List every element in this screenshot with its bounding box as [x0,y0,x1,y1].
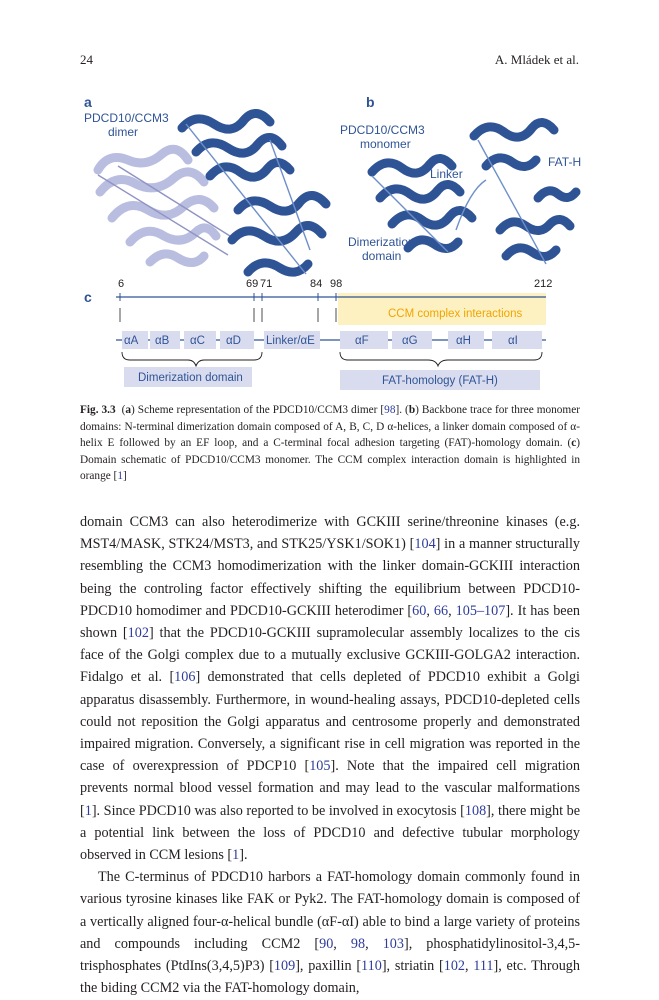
citation-link[interactable]: 1 [84,802,92,819]
citation-link[interactable]: 105 [309,758,331,775]
text-run: ] that the PDCD10-GCKIII supramolecular assembly localizes to the cis face of the Golgi complex due to a mutually exclusive GCKIII-GOLGA2 interaction. Fidalgo et al. [ [80,625,580,686]
helix-label: αD [226,335,241,347]
panel-a-label-line2: dimer [108,125,139,139]
helix-label: αF [355,335,369,347]
text-run: , [365,935,383,952]
text-run: , [465,958,474,975]
panel-b-letter: b [366,94,375,110]
caption-text: ] [122,470,127,483]
position-label: 69 [246,278,259,290]
panel-b-fath-label: FAT-H [548,155,582,169]
citation-link[interactable]: 1 [117,470,123,483]
paragraph-1 [80,511,580,866]
caption-text: ) Domain schematic of PDCD10/CCM3 monomer. The CCM complex interaction domain is highlighted in orange [ [80,437,580,483]
text-run: , [333,935,351,952]
caption-text: ]. ( [395,404,409,416]
panel-a-label-line1: PDCD10/CCM3 [84,111,169,125]
text-run: ]. Note that the impaired cell migration prevents normal blood vessel formation and may lead to the vascular malformations [ [80,758,580,819]
position-labels [118,278,552,290]
panel-c-letter: c [84,289,92,305]
citation-link[interactable]: 104 [414,536,436,553]
text-run: , [448,602,456,619]
position-label: 212 [534,278,553,290]
text-run: ]. [239,847,248,864]
dimerization-brace [122,352,262,366]
position-label: 71 [260,278,273,290]
helix-labels [124,335,518,347]
citation-link[interactable]: 110 [361,958,382,975]
page-number: 24 [80,52,93,67]
fat-brace [340,352,542,366]
caption-text: ( [121,404,126,416]
caption-text: ) Scheme representation of the PDCD10/CCM3 dimer [ [131,404,385,416]
text-run: ], striatin [ [381,958,444,975]
citation-link[interactable]: 98 [350,935,366,952]
citation-link[interactable]: 66 [433,602,449,619]
helix-label: αC [190,335,205,347]
position-label: 98 [330,278,343,290]
panel-b-dimer-label-line1: Dimerization [348,235,415,249]
dimerization-domain-label: Dimerization domain [138,372,243,384]
running-header [80,52,579,72]
running-authors: A. Mládek et al. [494,52,579,67]
caption-text: ) Backbone trace for three monomer domains: N-terminal dimerization domain composed of A, B, C, D α-helices, a linker domain composed of α-helix E followed by an EF loop, and a C-terminal focal adhesion targeting (FAT)-homology domain. ( [80,404,580,450]
panel-b-dimer-label-line2: domain [362,249,402,263]
text-run: ], paxillin [ [295,958,362,975]
citation-link[interactable]: 102 [443,958,465,975]
caption-panel-letter: b [408,404,416,416]
citation-link[interactable]: 108 [464,802,487,819]
boundary-guides [120,308,336,322]
text-run: ], etc. Through the biding CCM2 via the FAT-homology domain, [80,958,580,997]
citation-link[interactable]: 1 [232,847,240,864]
citation-link[interactable]: 109 [273,958,296,975]
panel-b-label-line1: PDCD10/CCM3 [340,123,425,137]
text-run: ] demonstrated that cells depleted of PDCD10 exhibit a Golgi apparatus disassembly. Furthermore, in wound-healing assays, PDCD10-depleted cells could not reposition the Golgi apparatus and centrosome properly and demonstrated impaired migration. Conversely, a significant rise in cell migration was reported in the case of overexpression of PDCP10 [ [80,669,580,775]
caption-label: Fig. 3.3 [80,404,116,416]
citation-link[interactable]: 102 [127,625,149,642]
caption-panel-letter: a [125,404,132,416]
panel-b-linker-label: Linker [430,167,463,181]
helix-label: αI [508,335,518,347]
text-run: , [426,602,434,619]
helix-label: αG [402,335,418,347]
figure-caption [80,402,580,485]
caption-panel-letter: c [571,437,577,450]
body-text [80,511,580,999]
position-label: 6 [118,278,125,290]
ccm-complex-label: CCM complex interactions [388,308,523,320]
citation-link[interactable]: 111 [473,958,494,975]
helix-label: αB [155,335,170,347]
text-run: ] in a manner structurally resembling the CCM3 homodimerization with the linker domain-GCKIII interaction being the controling factor effectively shifting the equilibrium between PDCD10-PDCD10 homodimer and PDCD10-GCKIII heterodimer [ [80,536,580,619]
text-run: domain CCM3 can also heterodimerize with GCKIII serine/threonine kinases (e.g. MST4/MASK, STK24/MST3, and STK25/YSK1/SOK1) [ [80,514,580,553]
citation-link[interactable]: 106 [174,669,196,686]
figure-3-3 [0,80,659,400]
panel-b-label-line2: monomer [360,137,411,151]
citation-link[interactable]: 60 [412,602,427,619]
text-run: ], there might be a potential link between the loss of PDCD10 and defective tubular morphology observed in CCM lesions [ [80,802,580,864]
helix-label: Linker/αE [266,335,315,347]
citation-link[interactable]: 98 [384,404,396,416]
citation-link[interactable]: 103 [382,935,404,952]
position-label: 84 [310,278,323,290]
text-run: The C-terminus of PDCD10 harbors a FAT-homology domain commonly found in various tyrosine kinases like FAK or Pyk2. The FAT-homology domain is composed of a vertically aligned four-α-helical bundle (αF-αI) able to bind a large variety of proteins and compounds including CCM2 [ [80,869,580,952]
text-run: ]. It has been shown [ [80,602,580,642]
text-run: ]. Since PDCD10 was also reported to be involved in exocytosis [ [91,802,465,819]
helix-label: αH [456,335,471,347]
helix-label: αA [124,335,139,347]
fat-domain-label: FAT-homology (FAT-H) [382,375,498,387]
text-run: ], phosphatidylinositol-3,4,5-trisphosphates (PtdIns(3,4,5)P3) [ [80,935,580,975]
citation-link[interactable]: 105–107 [455,602,506,619]
panel-a-letter: a [84,94,92,110]
paragraph-2 [80,866,580,999]
citation-link[interactable]: 90 [319,935,334,952]
